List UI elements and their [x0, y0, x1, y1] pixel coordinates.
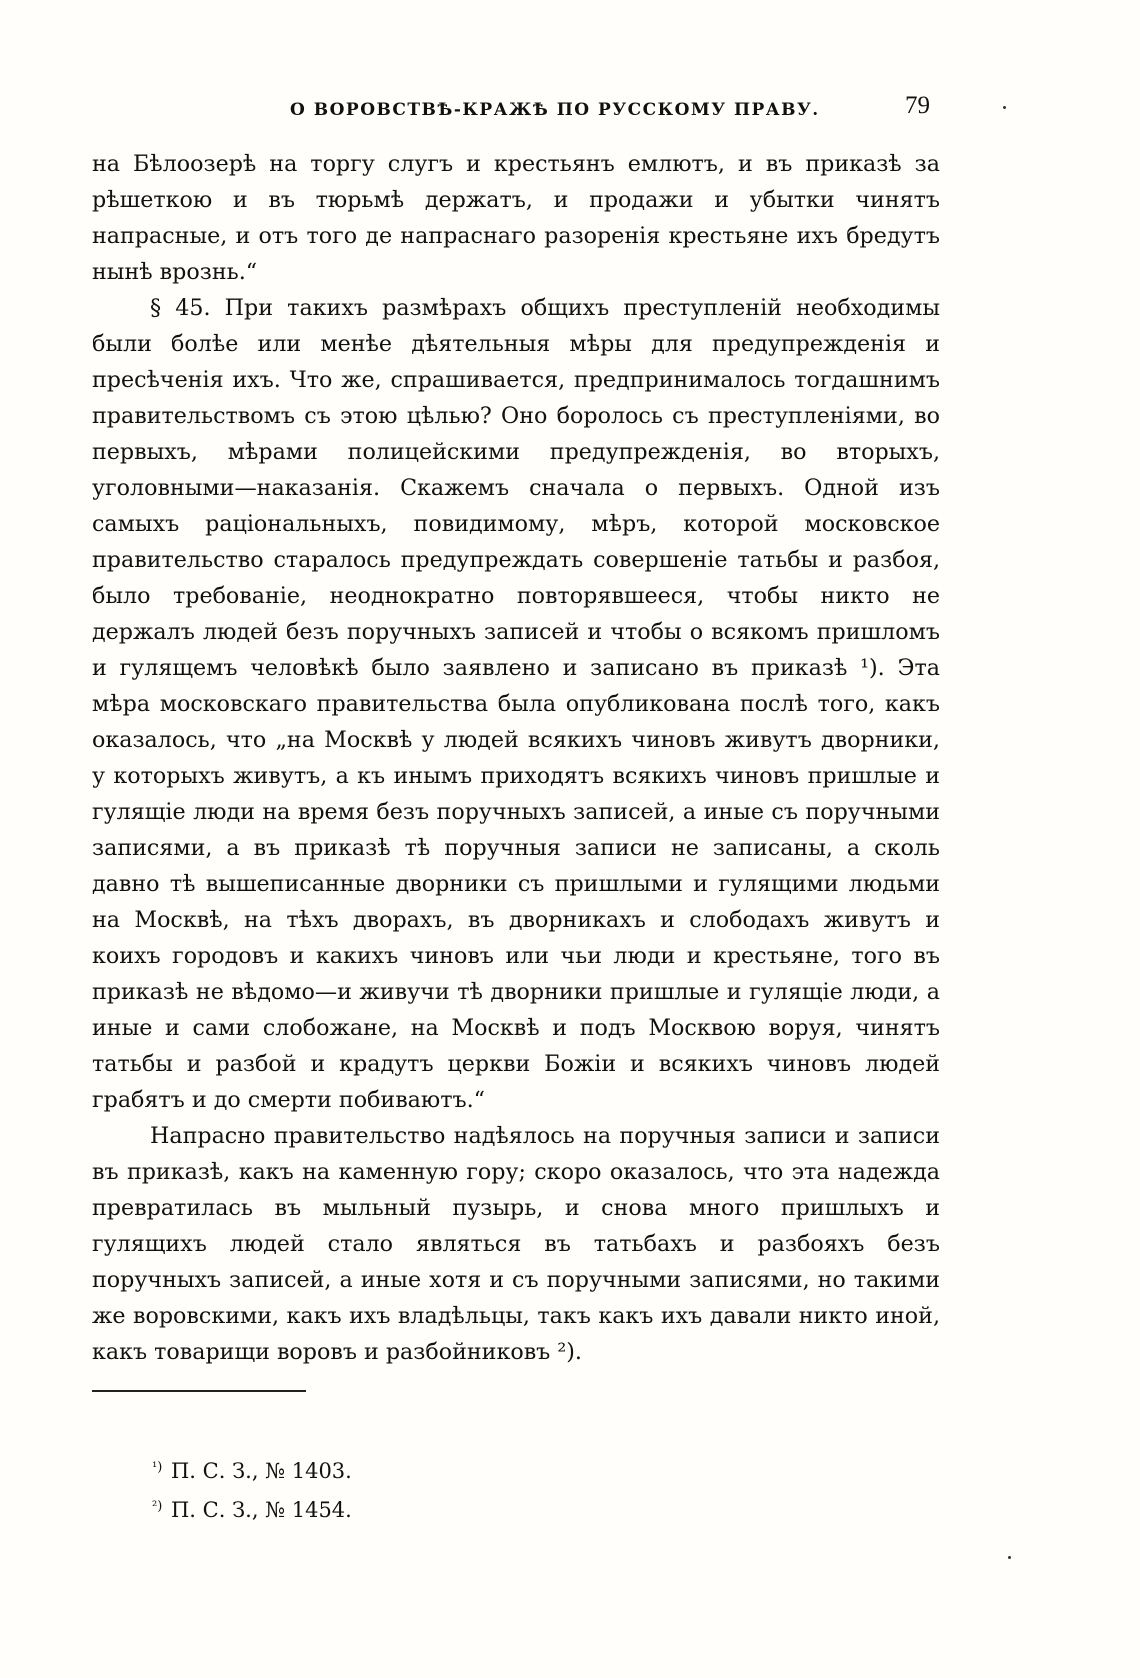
footnote-1: [152, 1450, 552, 1489]
running-head: О ВОРОВСТВѢ-КРАЖѢ ПО РУССКОМУ ПРАВУ.: [290, 100, 820, 120]
footnote-divider: [92, 1390, 306, 1392]
footnote-mark: ¹): [152, 1460, 163, 1475]
page-number: 79: [905, 92, 930, 119]
footnote-text: П. С. З., № 1403.: [170, 1459, 352, 1483]
footnote-2: [152, 1489, 552, 1528]
paragraph-section-45: § 45. При такихъ размѣрахъ общихъ преступленій необходимы были болѣе или менѣе дѣятельныя мѣры для предупрежденія и пресѣченія ихъ. Что же, спрашивается, предпринималось тогдашнимъ правительствомъ съ этою цѣлью? Оно боролось съ преступленіями, во первыхъ, мѣрами полицейскими предупрежденія, во вторыхъ, уголовными—наказанія. Скажемъ сначала о первыхъ. Одной изъ самыхъ раціональныхъ, повидимому, мѣръ, которой московское правительство старалось предупреждать совершеніе татьбы и разбоя, было требованіе, неоднократно повторявшееся, чтобы никто не держалъ людей безъ поручныхъ записей и чтобы о всякомъ пришломъ и гулящемъ человѣкѣ было заявлено и записано въ приказѣ ¹). Эта мѣра московскаго правительства была опубликована послѣ того, какъ оказалось, что „на Москвѣ у людей всякихъ чиновъ живутъ дворники, у которыхъ живутъ, а къ инымъ приходятъ всякихъ чиновъ пришлые и гулящіе люди на время безъ поручныхъ записей, а иные съ поручными записями, а въ приказѣ тѣ поручныя записи не записаны, а сколь давно тѣ вышеписанные дворники съ пришлыми и гулящими людьми на Москвѣ, на тѣхъ дворахъ, въ дворникахъ и слободахъ живутъ и коихъ городовъ и какихъ чиновъ или чьи люди и крестьяне, того въ приказѣ не вѣдомо—и живучи тѣ дворники пришлые и гулящіе люди, а иные и сами слобожане, на Москвѣ и подъ Москвою воруя, чинятъ татьбы и разбой и крадутъ церкви Божіи и всякихъ чиновъ людей грабятъ и до смерти побиваютъ.“: [92, 295, 940, 1113]
page-header: [290, 92, 930, 124]
print-speck: [1003, 106, 1006, 109]
paragraph-conclusion: Напрасно правительство надѣялось на поручныя записи и записи въ приказѣ, какъ на каменную гору; скоро оказалось, что эта надежда превратилась въ мыльный пузырь, и снова много пришлыхъ и гулящихъ людей стало являться въ татьбахъ и разбояхъ безъ поручныхъ записей, а иные хотя и съ поручными записями, но такими же воровскими, какъ ихъ владѣльцы, такъ какъ ихъ давали никто иной, какъ товарищи воровъ и разбойниковъ ²).: [92, 1123, 940, 1365]
footnote-text: П. С. З., № 1454.: [170, 1498, 352, 1522]
print-speck: [1008, 1556, 1011, 1559]
body-text: [92, 146, 940, 1370]
footnote-mark: ²): [152, 1499, 163, 1514]
paragraph-continuation: на Бѣлоозерѣ на торгу слугъ и крестьянъ емлютъ, и въ приказѣ за рѣшеткою и въ тюрьмѣ держатъ, и продажи и убытки чинятъ напрасные, и отъ того де напраснаго разоренія крестьяне ихъ бредутъ нынѣ врознь.“: [92, 151, 940, 285]
footnotes: [152, 1450, 552, 1528]
